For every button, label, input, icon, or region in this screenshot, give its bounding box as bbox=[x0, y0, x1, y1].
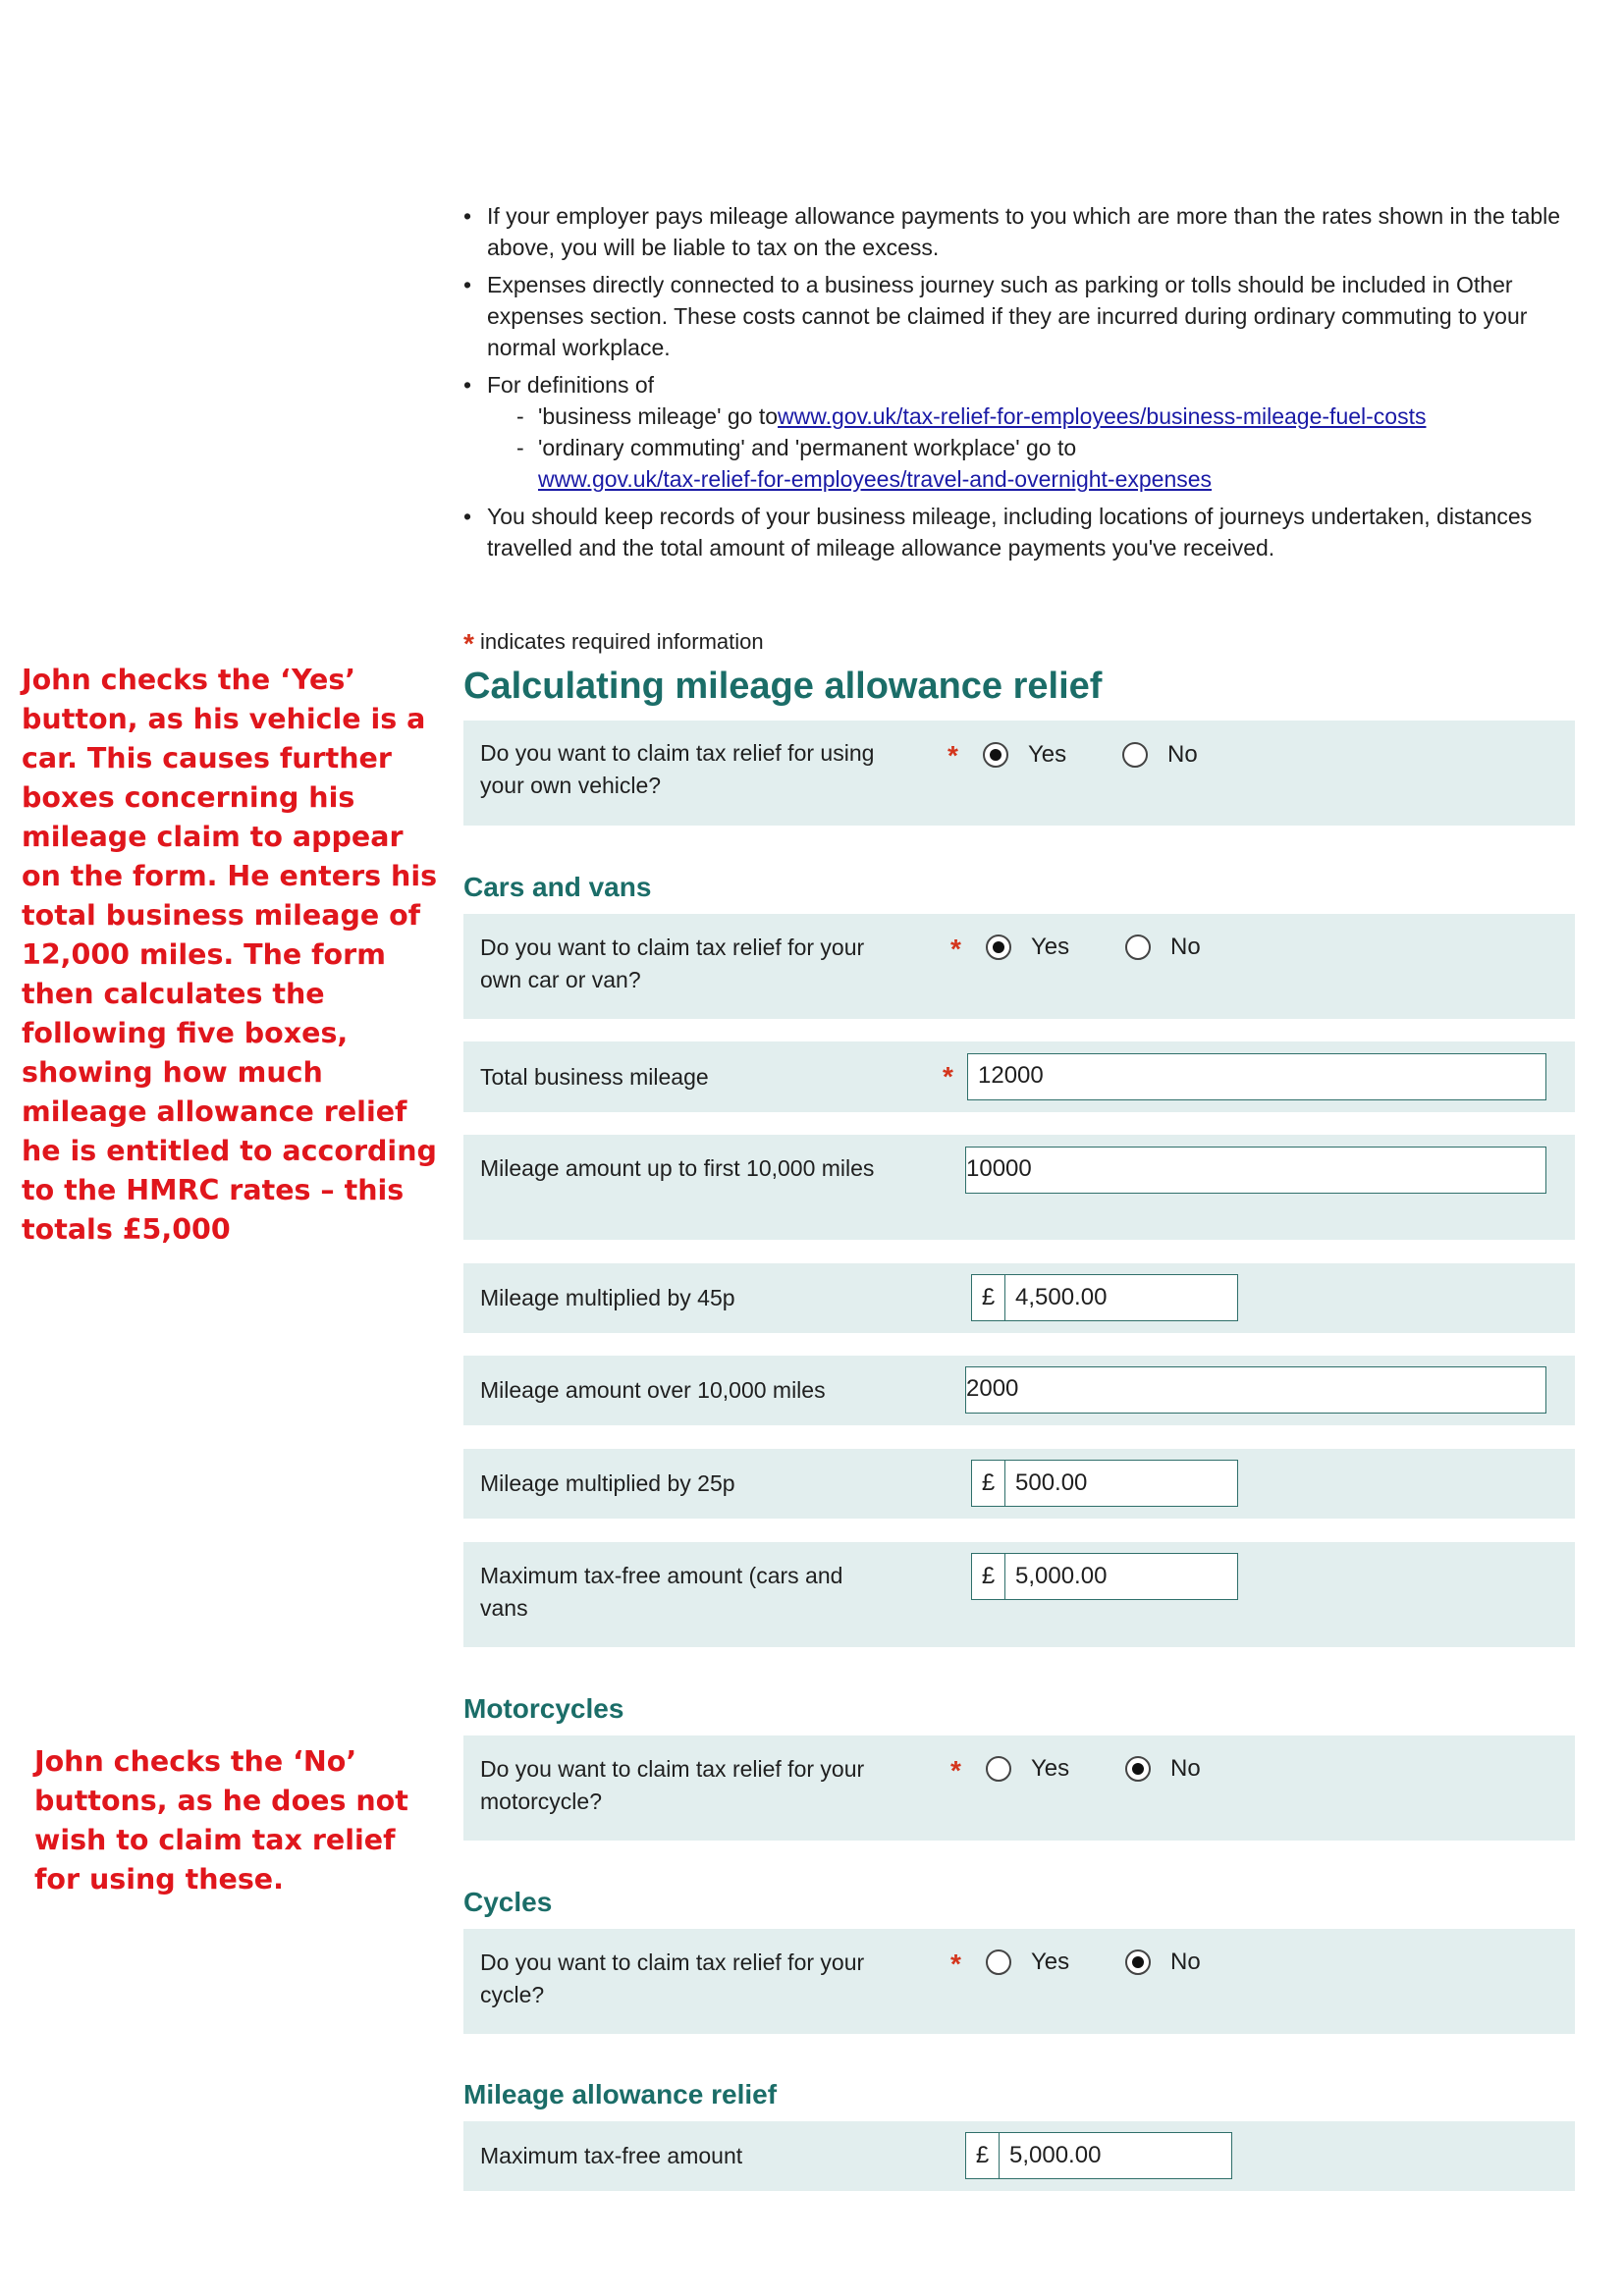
required-note bbox=[463, 628, 764, 660]
own-vehicle-no-option[interactable] bbox=[1122, 741, 1198, 769]
cycle-no-option[interactable] bbox=[1125, 1949, 1201, 1976]
relief-heading: Mileage allowance relief bbox=[463, 2079, 778, 2109]
definition-business-mileage bbox=[487, 400, 1573, 432]
mult25-value: 500.00 bbox=[1015, 1469, 1088, 1496]
over-10000-row bbox=[463, 1356, 1575, 1425]
pound-sign: £ bbox=[972, 1554, 1005, 1599]
pound-sign: £ bbox=[972, 1275, 1005, 1320]
own-vehicle-question: Do you want to claim tax relief for using your own vehicle? bbox=[480, 740, 875, 798]
car-van-yes-option[interactable] bbox=[986, 934, 1069, 961]
own-vehicle-row bbox=[463, 721, 1575, 826]
definition-commuting bbox=[487, 432, 1573, 495]
cars-vans-heading: Cars and vans bbox=[463, 872, 652, 902]
motorcycle-no-radio[interactable] bbox=[1125, 1756, 1151, 1782]
relief-row bbox=[463, 2121, 1575, 2191]
car-van-row bbox=[463, 914, 1575, 1019]
guidance-item-excess: • If your employer pays mileage allowance payments to you which are more than the rates shown in the table above, you will be liable to tax on the excess. bbox=[463, 200, 1573, 263]
first-10000-row bbox=[463, 1135, 1575, 1240]
own-vehicle-yes-radio[interactable] bbox=[983, 742, 1008, 768]
no-label: No bbox=[1170, 1949, 1201, 1975]
no-label: No bbox=[1170, 1755, 1201, 1782]
yes-label: Yes bbox=[1031, 1949, 1070, 1975]
max-cars-value: 5,000.00 bbox=[1015, 1563, 1108, 1589]
required-star: * bbox=[950, 1949, 961, 1979]
mult25-row bbox=[463, 1449, 1575, 1519]
yes-label: Yes bbox=[1031, 934, 1070, 960]
relief-value: 5,000.00 bbox=[1009, 2142, 1102, 2168]
motorcycle-yes-option[interactable] bbox=[986, 1755, 1069, 1783]
cycle-row bbox=[463, 1929, 1575, 2034]
motorcycle-row bbox=[463, 1735, 1575, 1841]
relief-label: Maximum tax-free amount bbox=[480, 2143, 743, 2168]
motorcycle-yes-radio[interactable] bbox=[986, 1756, 1011, 1782]
total-mileage-label: Total business mileage bbox=[480, 1064, 709, 1090]
first-10000-input[interactable]: 10000 bbox=[965, 1147, 1546, 1194]
required-star: * bbox=[950, 1755, 961, 1786]
guidance-item-expenses: • Expenses directly connected to a business journey such as parking or tolls should be included in Other expenses section. These costs cannot be claimed if they are incurred during ordinary commuting to your normal workplace. bbox=[463, 269, 1573, 363]
max-cars-label: Maximum tax-free amount (cars and vans bbox=[480, 1563, 843, 1621]
required-star: * bbox=[950, 934, 961, 964]
definitions-intro: For definitions of bbox=[487, 372, 655, 398]
yes-label: Yes bbox=[1031, 1755, 1070, 1782]
mult25-field[interactable] bbox=[971, 1460, 1238, 1507]
required-star: * bbox=[463, 628, 474, 659]
cycle-yes-option[interactable] bbox=[986, 1949, 1069, 1976]
cycles-heading: Cycles bbox=[463, 1887, 553, 1917]
car-van-no-radio[interactable] bbox=[1125, 934, 1151, 960]
guidance-item-records: • You should keep records of your business mileage, including locations of journeys undertaken, distances travelled and the total amount of mileage allowance payments you've received. bbox=[463, 501, 1573, 563]
travel-expenses-link[interactable]: www.gov.uk/tax-relief-for-employees/travel-and-overnight-expenses bbox=[538, 466, 1213, 492]
definition-business-mileage-text: 'business mileage' go to bbox=[538, 403, 779, 429]
car-van-no-option[interactable] bbox=[1125, 934, 1201, 961]
page-title: Calculating mileage allowance relief bbox=[463, 666, 1103, 707]
car-van-question: Do you want to claim tax relief for your own car or van? bbox=[480, 934, 865, 992]
annotation-no-explanation: John checks the ‘No’ buttons, as he does not wish to claim tax relief for using these. bbox=[34, 1745, 408, 1896]
definition-commuting-text: 'ordinary commuting' and 'permanent workplace' go to bbox=[538, 435, 1077, 460]
relief-field[interactable] bbox=[965, 2132, 1232, 2179]
mult45-row bbox=[463, 1263, 1575, 1333]
cycle-question: Do you want to claim tax relief for your cycle? bbox=[480, 1949, 865, 2007]
no-label: No bbox=[1167, 741, 1198, 768]
pound-sign: £ bbox=[972, 1461, 1005, 1506]
max-cars-field[interactable] bbox=[971, 1553, 1238, 1600]
required-star: * bbox=[947, 740, 958, 771]
cycle-yes-radio[interactable] bbox=[986, 1949, 1011, 1975]
mult45-value: 4,500.00 bbox=[1015, 1284, 1108, 1310]
mult25-label: Mileage multiplied by 25p bbox=[480, 1470, 735, 1496]
over-10000-input[interactable]: 2000 bbox=[965, 1366, 1546, 1414]
total-mileage-input[interactable]: 12000 bbox=[967, 1053, 1546, 1100]
own-vehicle-no-radio[interactable] bbox=[1122, 742, 1148, 768]
required-note-text: indicates required information bbox=[480, 629, 764, 654]
no-label: No bbox=[1170, 934, 1201, 960]
pound-sign: £ bbox=[966, 2133, 1000, 2178]
over-10000-label: Mileage amount over 10,000 miles bbox=[480, 1377, 826, 1403]
own-vehicle-yes-option[interactable] bbox=[983, 741, 1066, 769]
total-mileage-row bbox=[463, 1041, 1575, 1112]
required-star: * bbox=[943, 1061, 953, 1092]
motorcycle-question: Do you want to claim tax relief for your motorcycle? bbox=[480, 1756, 865, 1814]
yes-label: Yes bbox=[1028, 741, 1067, 768]
cycle-no-radio[interactable] bbox=[1125, 1949, 1151, 1975]
mult45-field[interactable] bbox=[971, 1274, 1238, 1321]
guidance-list bbox=[463, 200, 1573, 569]
guidance-item-definitions bbox=[463, 369, 1573, 495]
business-mileage-link[interactable]: www.gov.uk/tax-relief-for-employees/business-mileage-fuel-costs bbox=[778, 403, 1427, 429]
car-van-yes-radio[interactable] bbox=[986, 934, 1011, 960]
motorcycle-no-option[interactable] bbox=[1125, 1755, 1201, 1783]
first-10000-label: Mileage amount up to first 10,000 miles bbox=[480, 1155, 875, 1181]
max-cars-row bbox=[463, 1542, 1575, 1647]
annotation-car-explanation: John checks the ‘Yes’ button, as his vehicle is a car. This causes further boxes concerning his mileage claim to appear on the form. He enters his total business mileage of 12,000 miles. The form then calculates the following five boxes, showing how much mileage allowance relief he is entitled to according to the HMRC rates – this totals £5,000 bbox=[22, 664, 438, 1246]
mult45-label: Mileage multiplied by 45p bbox=[480, 1285, 735, 1310]
motorcycles-heading: Motorcycles bbox=[463, 1693, 624, 1724]
